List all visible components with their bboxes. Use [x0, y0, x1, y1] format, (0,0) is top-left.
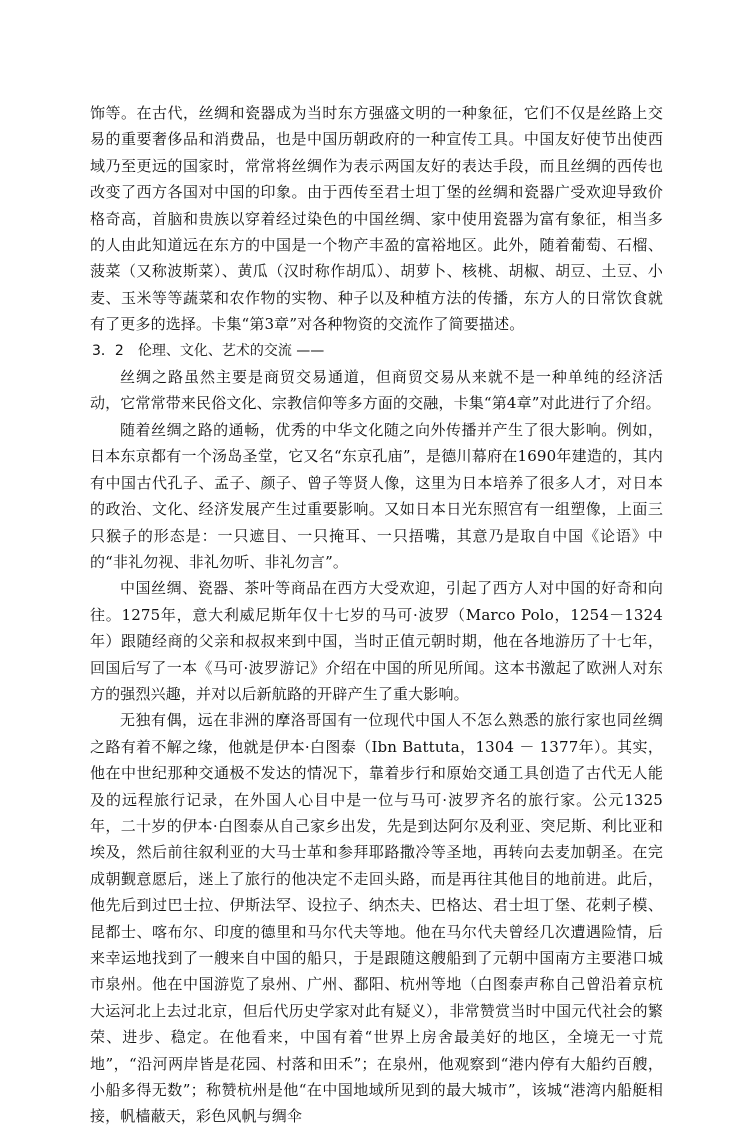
- paragraph-marco-polo: 中国丝绸、瓷器、茶叶等商品在西方大受欢迎，引起了西方人对中国的好奇和向往。1275年，意大利威尼斯年仅十七岁的马可·波罗（Marco Polo，1254－1324年）跟随经商的父亲和叔叔来到中国，当时正值元朝时期，他在各地游历了十七年，回国后写了一本《马可·波罗游记》介绍在中国的所见所闻。这本书激起了欧洲人对东方的强烈兴趣，并对以后新航路的开辟产生了重大影响。: [90, 579, 663, 703]
- paragraph-silk-porcelain: 饰等。在古代，丝绸和瓷器成为当时东方强盛文明的一种象征，它们不仅是丝路上交易的重要奢侈品和消费品，也是中国历朝政府的一种宣传工具。中国友好使节出使西域乃至更远的国家时，常常将丝绸作为表示两国友好的表达手段，而且丝绸的西传也改变了西方各国对中国的印象。由于西传至君士坦丁堡的丝绸和瓷器广受欢迎导致价格奇高，首脑和贵族以穿着经过染色的中国丝绸、家中使用瓷器为富有象征，相当多的人由此知道远在东方的中国是一个物产丰盈的富裕地区。此外，随着葡萄、石榴、菠菜（又称波斯菜）、黄瓜（汉时称作胡瓜）、胡萝卜、核桃、胡椒、胡豆、土豆、小麦、玉米等等蔬菜和农作物的实物、种子以及种植方法的传播，东方人的日常饮食就有了更多的选择。卡集“第3章”对各种物资的交流作了简要描述。: [90, 104, 663, 334]
- document-page: [90, 100, 663, 1130]
- paragraph-ibn-battuta: 无独有偶，远在非洲的摩洛哥国有一位现代中国人不怎么熟悉的旅行家也同丝绸之路有着不解之缘，他就是伊本·白图泰（Ibn Battuta，1304 － 1377年）。其实，他在中世纪那种交通极不发达的情况下，靠着步行和原始交通工具创造了古代无人能及的远程旅行记录，在外国人心目中是一位与马可·波罗齐名的旅行家。公元1325年，二十岁的伊本·白图泰从自己家乡出发，先是到达阿尔及利亚、突尼斯、利比亚和埃及，然后前往叙利亚的大马士革和参拜耶路撒冷等圣地，再转向去麦加朝圣。在完成朝觐意愿后，迷上了旅行的他决定不走回头路，而是再往其他目的地前进。此后，他先后到过巴士拉、伊斯法罕、设拉子、纳杰夫、巴格达、君士坦丁堡、花剌子模、昆都士、喀布尔、印度的德里和马尔代夫等地。他在马尔代夫曾经几次遭遇险情，后来幸运地找到了一艘来自中国的船只，于是跟随这艘船到了元朝中国南方主要港口城市泉州。他在中国游览了泉州、广州、鄱阳、杭州等地（白图泰声称自己曾沿着京杭大运河北上去过北京，但后代历史学家对此有疑义），非常赞赏当时中国元代社会的繁荣、进步、稳定。在他看来，中国有着“世界上房舍最美好的地区，全境无一寸荒地”，“沿河两岸皆是花园、村落和田禾”；在泉州，他观察到“港内停有大船约百艘，小船多得无数”；称赞杭州是他“在中国地域所见到的最大城市”，该城“港湾内船艇相接，帆樯蔽天，彩色风帆与绸伞: [90, 711, 663, 1126]
- paragraph-cultural-exchange: 丝绸之路虽然主要是商贸交易通道，但商贸交易从来就不是一种单纯的经济活动，它常常带来民俗文化、宗教信仰等多方面的交融，卡集“第4章”对此进行了介绍。: [90, 368, 663, 413]
- section-heading: 3．2 伦理、文化、艺术的交流 ——: [92, 342, 325, 359]
- paragraph-japan-influence: 随着丝绸之路的通畅，优秀的中华文化随之向外传播并产生了很大影响。例如，日本东京都有一个汤岛圣堂，它又名“东京孔庙”，是德川幕府在1690年建造的，其内有中国古代孔子、孟子、颜子、曾子等贤人像，这里为日本培养了很多人才，对日本的政治、文化、经济发展产生过重要影响。又如日本日光东照宫有一组塑像，上面三只猴子的形态是：一只遮目、一只掩耳、一只捂嘴，其意乃是取自中国《论语》中的“非礼勿视、非礼勿听、非礼勿言”。: [90, 420, 663, 571]
